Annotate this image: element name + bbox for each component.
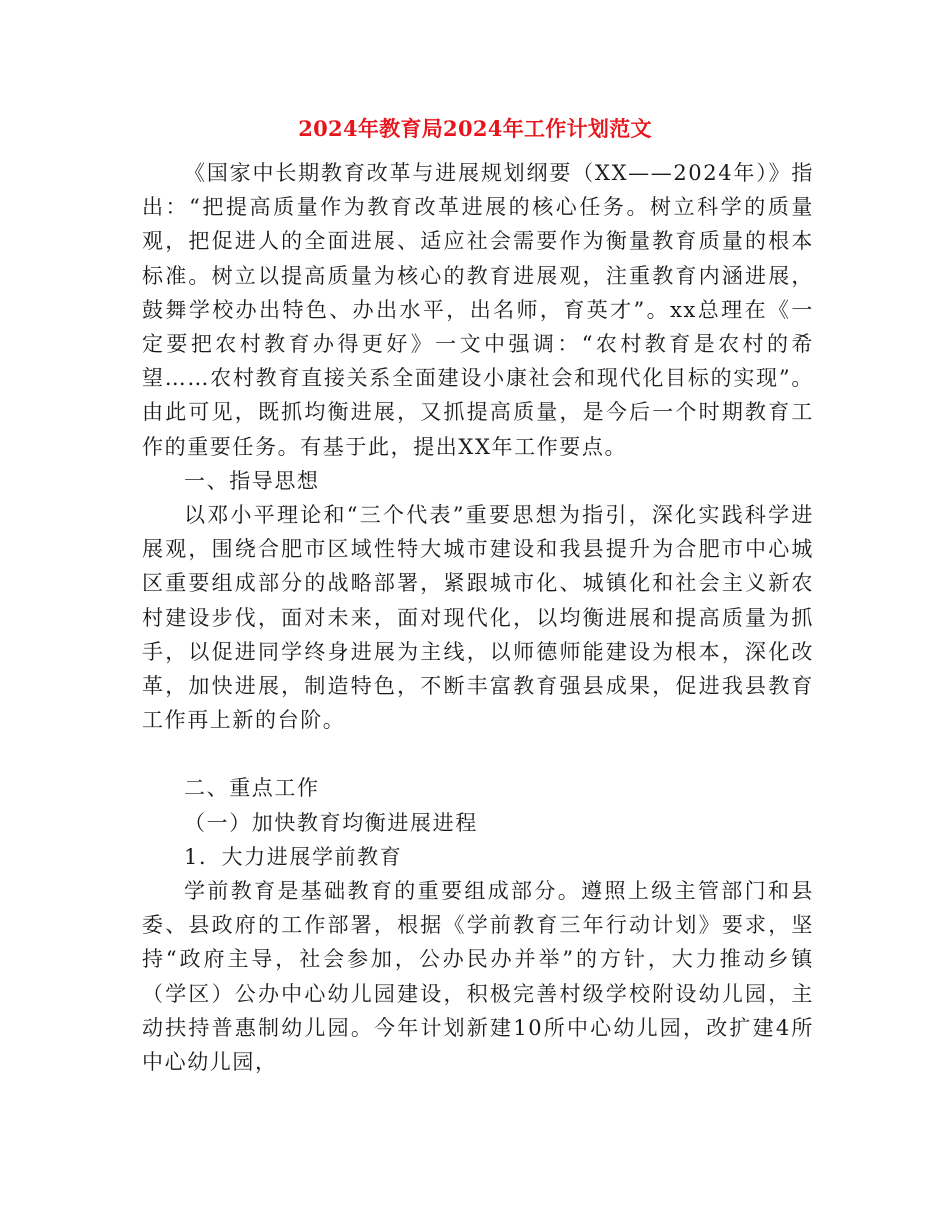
document-body [142, 156, 814, 1079]
paragraph-intro: 《国家中长期教育改革与进展规划纲要（XX——2024年）》指出：“把提高质量作为教育改革进展的核心任务。树立科学的质量观，把促进人的全面进展、适应社会需要作为衡量教育质量的根本标准。树立以提高质量为核心的教育进展观，注重教育内涵进展，鼓舞学校办出特色、办出水平，出名师，育英才”。xx总理在《一定要把农村教育办得更好》一文中强调：“农村教育是农村的希望……农村教育直接关系全面建设小康社会和现代化目标的实现”。由此可见，既抓均衡进展，又抓提高质量，是今后一个时期教育工作的重要任务。有基于此，提出XX年工作要点。 [142, 161, 814, 459]
subheading-balanced-development: （一）加快教育均衡进展进程 [184, 810, 478, 835]
paragraph-preschool-education: 学前教育是基础教育的重要组成部分。遵照上级主管部门和县委、县政府的工作部署，根据《学前教育三年行动计划》要求，坚持“政府主导，社会参加，公办民办并举”的方针，大力推动乡镇（学区）公办中心幼儿园建设，积极完善村级学校附设幼儿园，主动扶持普惠制幼儿园。今年计划新建10所中心幼儿园，改扩建4所中心幼儿园， [142, 879, 814, 1075]
paragraph-guiding-thought: 以邓小平理论和“三个代表”重要思想为指引，深化实践科学进展观，围绕合肥市区域性特大城市建设和我县提升为合肥市中心城区重要组成部分的战略部署，紧跟城市化、城镇化和社会主义新农村建设步伐，面对未来，面对现代化，以均衡进展和提高质量为抓手，以促进同学终身进展为主线，以师德师能建设为根本，深化改革，加快进展，制造特色，不断丰富教育强县成果，促进我县教育工作再上新的台阶。 [142, 503, 814, 733]
document-title: 2024年教育局2024年工作计划范文 [298, 116, 652, 141]
subheading-preschool-education: 1．大力进展学前教育 [184, 844, 403, 869]
heading-key-work: 二、重点工作 [184, 776, 320, 801]
heading-guiding-thought: 一、指导思想 [184, 468, 320, 493]
